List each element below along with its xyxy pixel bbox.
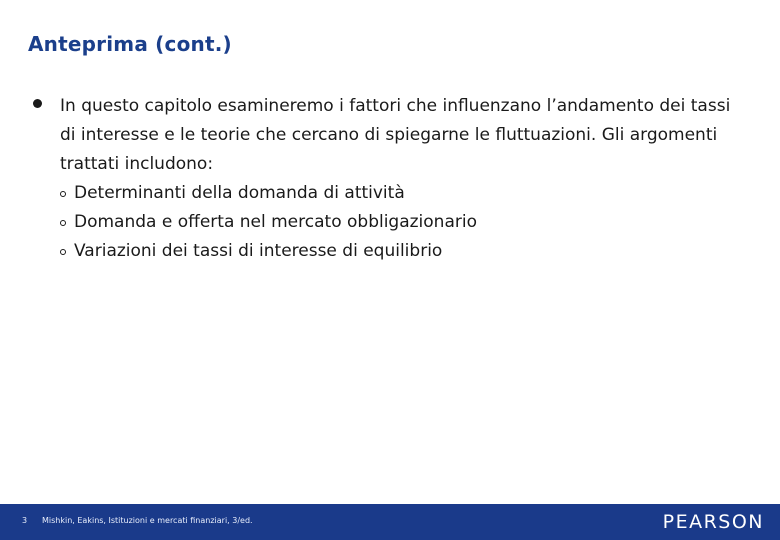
pearson-logo: PEARSON [662, 511, 764, 533]
slide-content [32, 92, 732, 266]
topic-item [60, 208, 732, 237]
bullet-text: In questo capitolo esamineremo i fattori che influenzano l’andamento dei tassi di interesse e le teorie che cercano di spiegarne le fluttuazioni. Gli argomenti trattati includono: [60, 96, 731, 174]
topic-text: Determinanti della domanda di attività [74, 183, 405, 203]
topic-item [60, 179, 732, 208]
topic-list [60, 179, 732, 266]
hollow-circle-bullet-icon [60, 220, 66, 226]
footer-bar [0, 504, 780, 540]
slide-title: Anteprima (cont.) [28, 32, 232, 56]
bullet-item [32, 92, 732, 266]
hollow-circle-bullet-icon [60, 191, 66, 197]
topic-item [60, 237, 732, 266]
footer-citation: Mishkin, Eakins, Istituzioni e mercati finanziari, 3/ed. [42, 516, 253, 525]
topic-text: Variazioni dei tassi di interesse di equilibrio [74, 241, 443, 261]
topic-text: Domanda e offerta nel mercato obbligazionario [74, 212, 477, 232]
hollow-circle-bullet-icon [60, 249, 66, 255]
page-number: 3 [22, 516, 28, 525]
bullet-dot-icon [33, 99, 42, 108]
